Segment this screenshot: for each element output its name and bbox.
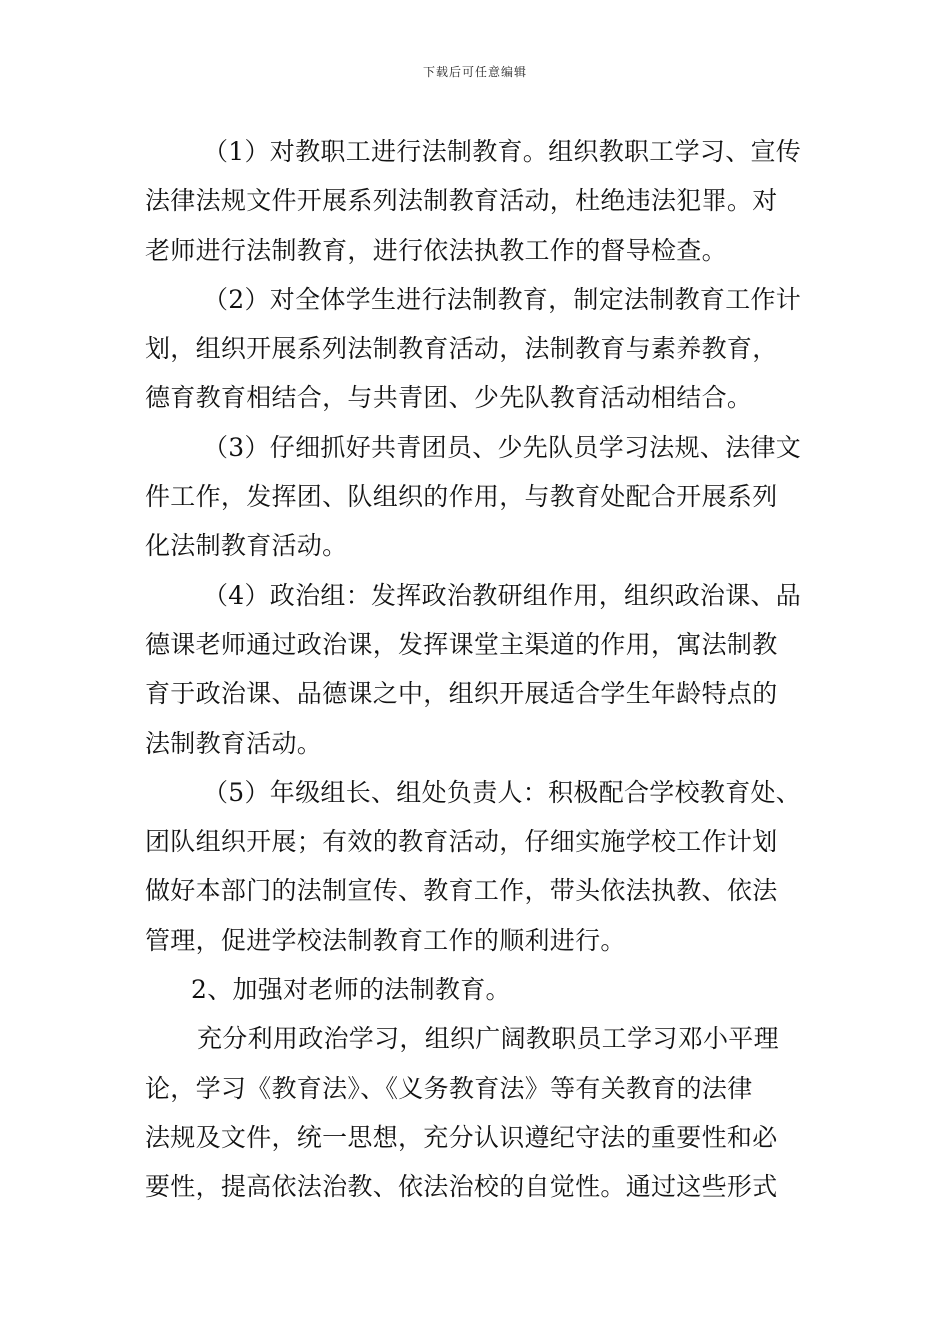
text-line-21: 法规及文件，统一思想，充分认识遵纪守法的重要性和必 <box>145 1122 778 1152</box>
text-line-10: （4）政治组：发挥政治教研组作用，组织政治课、品 <box>203 580 802 610</box>
text-line-19: 充分利用政治学习，组织广阔教职员工学习邓小平理 <box>197 1024 779 1054</box>
header-note: 下载后可任意编辑 <box>422 65 527 79</box>
text-line-1: （1）对教职工进行法制教育。组织教职工学习、宣传 <box>203 137 802 166</box>
text-line-16: 做好本部门的法制宣传、教育工作，带头依法执教、依法 <box>145 876 778 906</box>
text-line-6: 德育教育相结合，与共青团、少先队教育活动相结合。 <box>145 383 753 413</box>
text-line-14: （5）年级组长、组处负责人：积极配合学校教育处、 <box>203 777 802 807</box>
text-line-11: 德课老师通过政治课，发挥课堂主渠道的作用，寓法制教 <box>145 629 778 659</box>
text-line-7: （3）仔细抓好共青团员、少先队员学习法规、法律文 <box>203 432 802 462</box>
body-text <box>145 127 810 1212</box>
text-line-8: 件工作，发挥团、队组织的作用，与教育处配合开展系列 <box>145 482 778 512</box>
text-line-2: 法律法规文件开展系列法制教育活动，杜绝违法犯罪。对 <box>145 186 778 216</box>
text-line-5: 划，组织开展系列法制教育活动，法制教育与素养教育， <box>145 334 778 364</box>
text-line-4: （2）对全体学生进行法制教育，制定法制教育工作计 <box>203 284 802 314</box>
text-line-17: 管理，促进学校法制教育工作的顺利进行。 <box>145 925 626 955</box>
text-line-18: 2、加强对老师的法制教育。 <box>191 975 511 1005</box>
text-line-9: 化法制教育活动。 <box>145 531 348 561</box>
text-line-20: 论，学习《教育法》、《义务教育法》等有关教育的法律 <box>145 1073 753 1103</box>
text-line-13: 法制教育活动。 <box>145 728 323 758</box>
text-line-12: 育于政治课、品德课之中，组织开展适合学生年龄特点的 <box>145 679 778 709</box>
text-line-22: 要性，提高依法治教、依法治校的自觉性。通过这些形式 <box>145 1172 778 1202</box>
text-line-3: 老师进行法制教育，进行依法执教工作的督导检查。 <box>145 235 727 265</box>
text-line-15: 团队组织开展；有效的教育活动，仔细实施学校工作计划 <box>145 827 778 857</box>
